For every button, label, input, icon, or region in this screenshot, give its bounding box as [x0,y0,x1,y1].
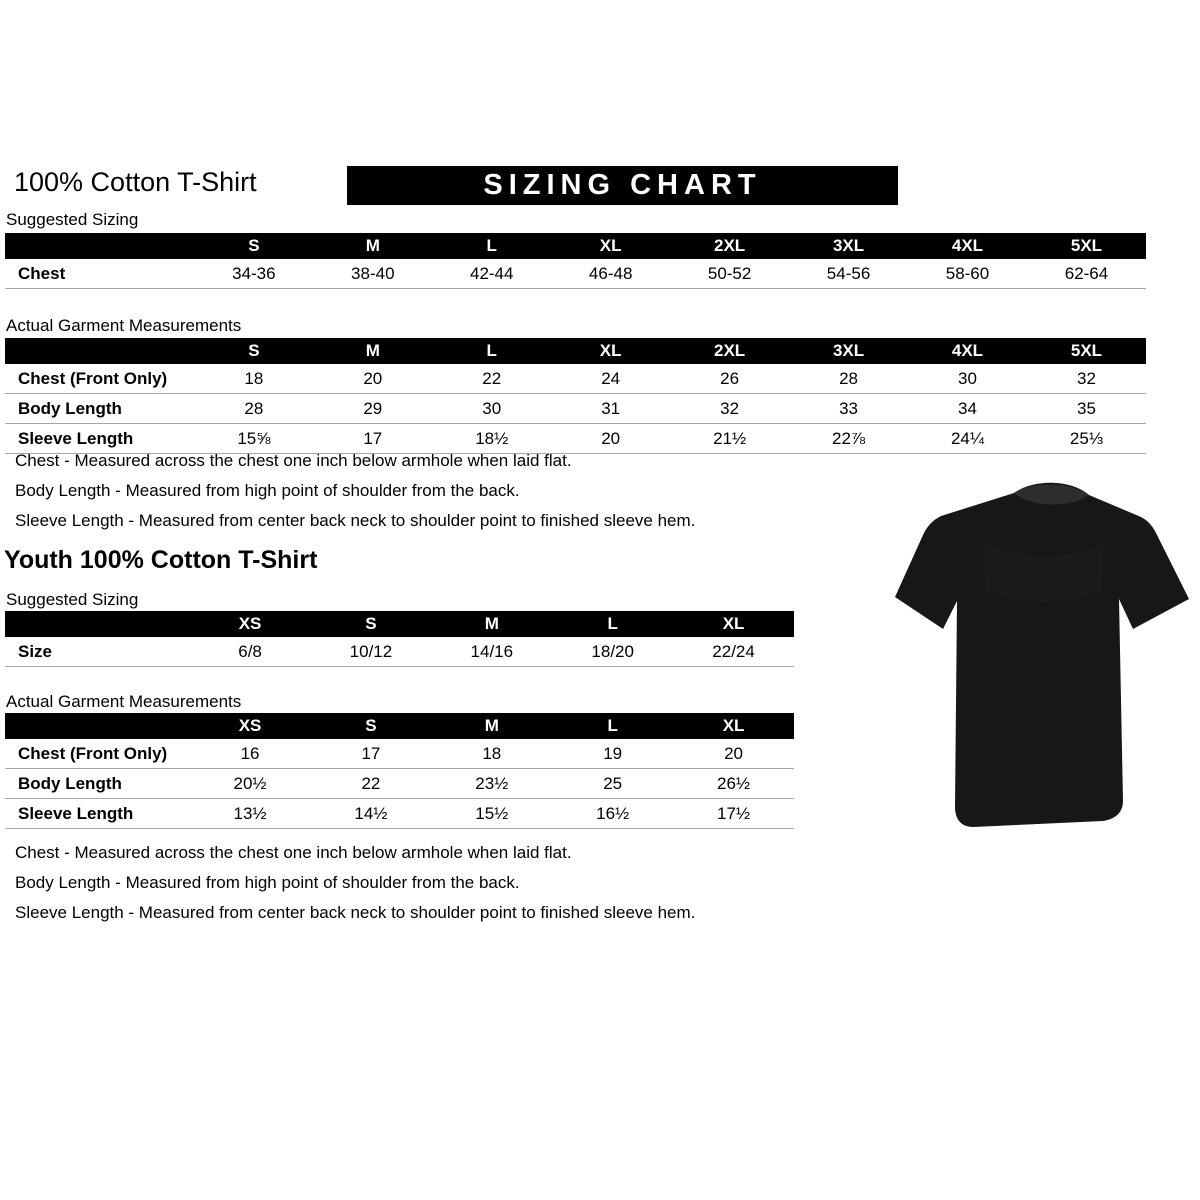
column-header: L [552,713,673,739]
youth-note-chest: Chest - Measured across the chest one inch below armhole when laid flat. [15,843,572,862]
table-cell: 24 [551,364,670,394]
column-header: XL [673,611,794,637]
adult-note-chest: Chest - Measured across the chest one inch below armhole when laid flat. [15,451,572,470]
table-row [5,364,1146,394]
table-cell: 17 [313,424,432,454]
table-cell: 31 [551,394,670,424]
table-cell: 28 [194,394,313,424]
table-cell: 21½ [670,424,789,454]
table-cell: 14/16 [431,637,552,667]
row-label-header [5,233,194,259]
adult-note-body-length: Body Length - Measured from high point of shoulder from the back. [15,481,520,500]
table-cell: 50-52 [670,259,789,289]
table-cell: 38-40 [313,259,432,289]
table-cell: 22 [311,769,432,799]
table-cell: 26 [670,364,789,394]
table-cell: 46-48 [551,259,670,289]
column-header: 3XL [789,233,908,259]
table-cell: 58-60 [908,259,1027,289]
table-cell: 25⅓ [1027,424,1146,454]
table-cell: 10/12 [311,637,432,667]
table-cell: 34-36 [194,259,313,289]
table-cell: 29 [313,394,432,424]
row-label-header [5,338,194,364]
table-cell: 30 [908,364,1027,394]
row-label: Sleeve Length [5,799,190,829]
column-header: XL [551,233,670,259]
column-header: 2XL [670,233,789,259]
table-cell: 14½ [311,799,432,829]
table-cell: 24¼ [908,424,1027,454]
table-cell: 23½ [431,769,552,799]
table-cell: 62-64 [1027,259,1146,289]
column-header: 2XL [670,338,789,364]
column-header: L [552,611,673,637]
youth-note-body-length: Body Length - Measured from high point of shoulder from the back. [15,873,520,892]
table-cell: 16 [190,739,311,769]
table-cell: 13½ [190,799,311,829]
column-header: XS [190,611,311,637]
table-cell: 20 [551,424,670,454]
youth-measurement-notes [15,844,695,934]
column-header: 4XL [908,338,1027,364]
table-cell: 19 [552,739,673,769]
adult-actual-measurements-label: Actual Garment Measurements [6,316,242,335]
table-cell: 15½ [431,799,552,829]
table-row [5,799,794,829]
table-row [5,259,1146,289]
table-cell: 30 [432,394,551,424]
table-row [5,394,1146,424]
adult-actual-measurements-table [5,338,1146,454]
adult-measurement-notes [15,452,695,542]
column-header: M [431,713,552,739]
youth-suggested-sizing-label: Suggested Sizing [6,590,139,609]
column-header: M [431,611,552,637]
column-header: L [432,233,551,259]
table-cell: 20½ [190,769,311,799]
table-cell: 22 [432,364,551,394]
row-label: Size [5,637,190,667]
column-header: S [194,233,313,259]
table-cell: 26½ [673,769,794,799]
column-header: 5XL [1027,233,1146,259]
column-header: XS [190,713,311,739]
table-cell: 42-44 [432,259,551,289]
row-label: Chest (Front Only) [5,364,194,394]
table-cell: 32 [670,394,789,424]
table-cell: 33 [789,394,908,424]
table-row [5,769,794,799]
sizing-chart-banner: SIZING CHART [347,166,898,205]
table-cell: 20 [673,739,794,769]
youth-actual-measurements-table [5,713,794,829]
row-label: Body Length [5,769,190,799]
youth-suggested-sizing-table [5,611,794,667]
column-header: 4XL [908,233,1027,259]
table-cell: 15⅝ [194,424,313,454]
table-cell: 17 [311,739,432,769]
youth-note-sleeve-length: Sleeve Length - Measured from center back neck to shoulder point to finished sleeve hem. [15,903,696,922]
column-header: M [313,233,432,259]
table-row [5,424,1146,454]
table-cell: 17½ [673,799,794,829]
column-header: M [313,338,432,364]
table-cell: 18/20 [552,637,673,667]
table-cell: 20 [313,364,432,394]
row-label: Sleeve Length [5,424,194,454]
column-header: XL [551,338,670,364]
row-label-header [5,611,190,637]
table-cell: 22⅞ [789,424,908,454]
column-header: S [311,713,432,739]
page-title: 100% Cotton T-Shirt [14,167,257,197]
table-cell: 16½ [552,799,673,829]
table-cell: 22/24 [673,637,794,667]
table-cell: 32 [1027,364,1146,394]
table-cell: 35 [1027,394,1146,424]
table-cell: 54-56 [789,259,908,289]
row-label: Chest [5,259,194,289]
column-header: XL [673,713,794,739]
table-cell: 18 [194,364,313,394]
table-row [5,739,794,769]
column-header: S [311,611,432,637]
adult-note-sleeve-length: Sleeve Length - Measured from center back neck to shoulder point to finished sleeve hem. [15,511,696,530]
table-cell: 18 [431,739,552,769]
adult-suggested-sizing-table [5,233,1146,289]
column-header: 5XL [1027,338,1146,364]
table-cell: 34 [908,394,1027,424]
column-header: L [432,338,551,364]
table-row [5,637,794,667]
table-cell: 6/8 [190,637,311,667]
youth-actual-measurements-label: Actual Garment Measurements [6,692,242,711]
column-header: S [194,338,313,364]
adult-suggested-sizing-label: Suggested Sizing [6,210,139,229]
table-cell: 25 [552,769,673,799]
row-label: Body Length [5,394,194,424]
row-label: Chest (Front Only) [5,739,190,769]
row-label-header [5,713,190,739]
table-cell: 28 [789,364,908,394]
black-tshirt-image [893,470,1193,842]
column-header: 3XL [789,338,908,364]
youth-section-title: Youth 100% Cotton T-Shirt [4,546,318,574]
table-cell: 18½ [432,424,551,454]
tshirt-silhouette-icon [893,470,1193,842]
